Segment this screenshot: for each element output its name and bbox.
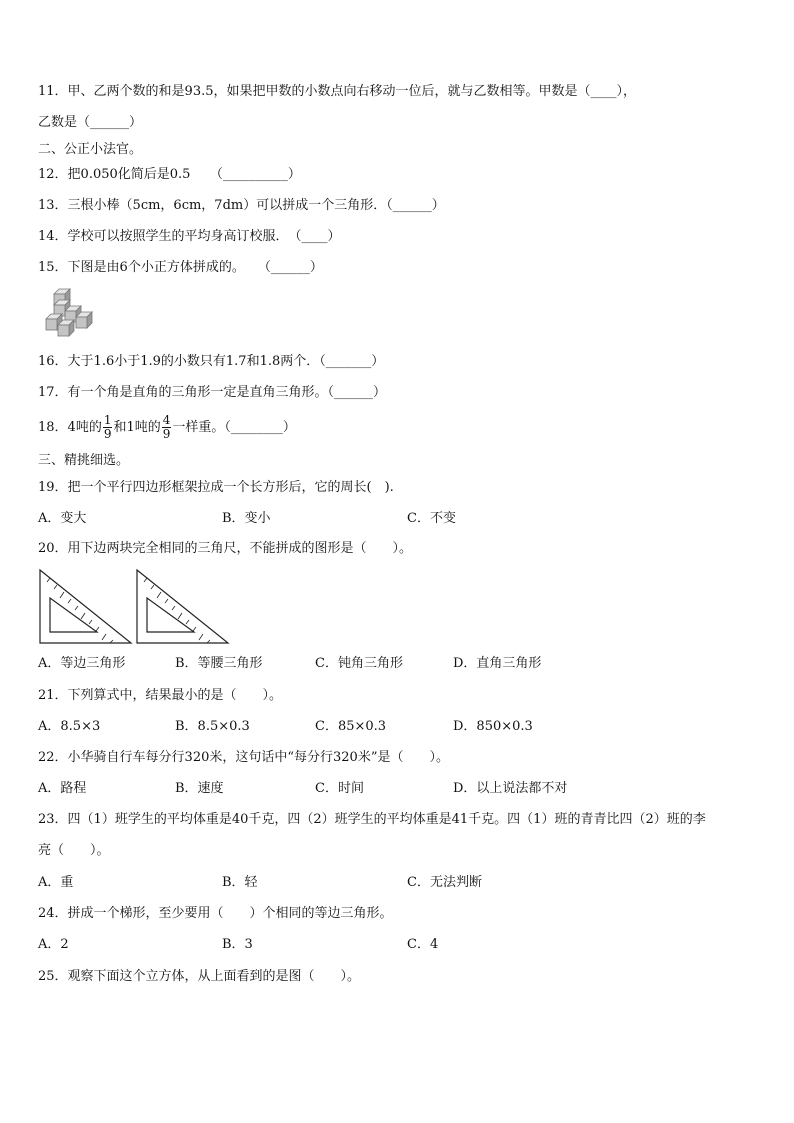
q11-line1: 11．甲、乙两个数的和是93.5，如果把甲数的小数点向右移动一位后，就与乙数相等。甲数是（____）， — [38, 84, 636, 99]
cube — [76, 312, 92, 328]
q24-stem: 24．拼成一个梯形，至少要用（ ）个相同的等边三角形。 — [38, 906, 393, 921]
set-squares-figure — [38, 568, 234, 646]
q18-text-middle: 和1吨的 — [113, 420, 161, 435]
q23-option-c[interactable]: C．无法判断 — [407, 875, 482, 890]
q22-option-b[interactable]: B．速度 — [175, 781, 224, 796]
q20-option-a[interactable]: A．等边三角形 — [38, 656, 126, 671]
q22-option-c[interactable]: C．时间 — [315, 781, 364, 796]
q22-option-a[interactable]: A．路程 — [38, 781, 87, 796]
fraction-denominator: 9 — [162, 427, 171, 441]
q24-option-c[interactable]: C．4 — [407, 937, 439, 952]
q22-stem: 22．小华骑自行车每分行320米，这句话中“每分行320米”是（ ）。 — [38, 750, 449, 765]
q21-option-b[interactable]: B．8.5×0.3 — [175, 719, 250, 734]
q12: 12．把0.050化简后是0.5 （__________） — [38, 167, 301, 182]
q18 — [38, 411, 296, 445]
q17: 17．有一个角是直角的三角形一定是直角三角形。（______） — [38, 385, 387, 400]
q19-option-a[interactable]: A．变大 — [38, 511, 87, 526]
q23-option-a[interactable]: A．重 — [38, 875, 74, 890]
fraction-denominator: 9 — [103, 427, 112, 441]
section-3-heading: 三、精挑细选。 — [38, 453, 130, 468]
q18-text-after: 一样重。（________） — [172, 420, 296, 435]
q21-option-a[interactable]: A．8.5×3 — [38, 719, 101, 734]
q19-option-b[interactable]: B．变小 — [222, 511, 271, 526]
q16: 16．大于1.6小于1.9的小数只有1.7和1.8两个．（_______） — [38, 354, 385, 369]
q21-option-d[interactable]: D．850×0.3 — [453, 719, 533, 734]
q15: 15．下图是由6个小正方体拼成的。 （______） — [38, 260, 323, 275]
q21-stem: 21．下列算式中，结果最小的是（ ）。 — [38, 688, 283, 703]
q23-line1: 23．四（1）班学生的平均体重是40千克，四（2）班学生的平均体重是41千克。四（1）班的青青比四（2）班的李 — [38, 812, 706, 827]
fraction-one-ninth — [103, 414, 113, 441]
q22-option-d[interactable]: D．以上说法都不对 — [453, 781, 568, 796]
q24-option-a[interactable]: A．2 — [38, 937, 69, 952]
q21-option-c[interactable]: C．85×0.3 — [315, 719, 387, 734]
set-square-left — [40, 570, 131, 643]
fraction-numerator: 1 — [103, 413, 112, 427]
q20-stem: 20．用下边两块完全相同的三角尺，不能拼成的图形是（ ）。 — [38, 541, 413, 556]
q13: 13．三根小棒（5cm，6cm，7dm）可以拼成一个三角形．（______） — [38, 198, 445, 213]
q14: 14．学校可以按照学生的平均身高订校服． （____） — [38, 229, 341, 244]
cubes-figure — [44, 288, 100, 340]
q20-option-c[interactable]: C．钝角三角形 — [315, 656, 403, 671]
q25: 25．观察下面这个立方体，从上面看到的是图（ ）。 — [38, 969, 361, 984]
fraction-four-ninths — [162, 414, 172, 441]
q18-text-before: 18．4吨的 — [38, 420, 102, 435]
q23-line2: 亮（ ）。 — [38, 843, 110, 858]
section-2-heading: 二、公正小法官。 — [38, 142, 143, 157]
q20-option-d[interactable]: D．直角三角形 — [453, 656, 542, 671]
q20-option-b[interactable]: B．等腰三角形 — [175, 656, 263, 671]
q24-option-b[interactable]: B．3 — [222, 937, 253, 952]
q23-option-b[interactable]: B．轻 — [222, 875, 258, 890]
cube — [58, 320, 74, 336]
q11-line2: 乙数是（______） — [38, 115, 143, 130]
set-square-right — [137, 570, 228, 643]
q19-stem: 19．把一个平行四边形框架拉成一个长方形后，它的周长( ). — [38, 480, 394, 495]
q19-option-c[interactable]: C．不变 — [407, 511, 456, 526]
fraction-numerator: 4 — [162, 413, 171, 427]
